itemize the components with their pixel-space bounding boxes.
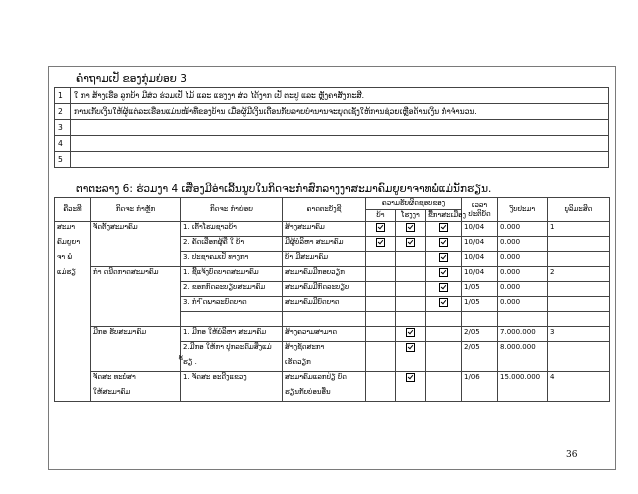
checkbox-icon bbox=[439, 238, 448, 247]
question-text bbox=[71, 152, 609, 168]
responsibility-d-cell bbox=[426, 267, 462, 282]
date-cell: 2/05 bbox=[462, 342, 498, 357]
responsibility-d-cell bbox=[426, 237, 462, 252]
responsibility-v-cell bbox=[366, 222, 396, 237]
checkbox-icon bbox=[376, 223, 385, 232]
priority-cell: 4 bbox=[548, 372, 610, 387]
priority-cell: 1 bbox=[548, 222, 610, 237]
responsibility-d-cell bbox=[426, 342, 462, 357]
responsibility-v-cell bbox=[366, 297, 396, 312]
header-date: ເວລາ ປະຕິບັດ bbox=[462, 198, 498, 222]
responsibility-s-cell bbox=[396, 372, 426, 387]
responsibility-s-cell bbox=[396, 282, 426, 297]
goal-cell bbox=[55, 372, 91, 387]
method-cell bbox=[283, 312, 366, 327]
responsibility-v-cell bbox=[366, 237, 396, 252]
table-row bbox=[55, 222, 610, 237]
header-subactivity: ກິດຈະ ກຳຍ່ອຍ bbox=[181, 198, 283, 222]
date-cell: 1/05 bbox=[462, 297, 498, 312]
responsibility-d-cell bbox=[426, 387, 462, 402]
question-number: 5 bbox=[55, 152, 71, 168]
question-text: ໃ ກາ ສ້າງເຮືອ ລູກບ້າ ມີສ່ວ ຮ່ວມເປັ ໄມ້ ແລະ ແຮງງາ ສ່ວ ໄດ້ງາກ ເປັ ຕະປູ ແລະ ຫຼັງຄາສັງກະສີ. bbox=[71, 88, 609, 104]
activity-cell: ຈັດສະ ທະບໍ່ສາ bbox=[91, 372, 181, 387]
table-row bbox=[55, 252, 610, 267]
table-row bbox=[55, 297, 610, 312]
responsibility-v-cell bbox=[366, 312, 396, 327]
budget-cell: 0.000 bbox=[498, 282, 548, 297]
responsibility-v-cell bbox=[366, 327, 396, 342]
checkbox-icon bbox=[376, 238, 385, 247]
goal-cell bbox=[55, 297, 91, 312]
responsibility-s-cell bbox=[396, 252, 426, 267]
responsibility-d-cell bbox=[426, 327, 462, 342]
budget-cell: 7.000.000 bbox=[498, 327, 548, 342]
goal-cell: ແມ່ຮຽ bbox=[55, 267, 91, 282]
date-cell bbox=[462, 312, 498, 327]
budget-cell: 0.000 bbox=[498, 252, 548, 267]
responsibility-d-cell bbox=[426, 312, 462, 327]
activity-cell bbox=[91, 252, 181, 267]
question-number: 4 bbox=[55, 136, 71, 152]
responsibility-d-cell bbox=[426, 372, 462, 387]
date-cell: 10/04 bbox=[462, 252, 498, 267]
method-cell: ສ້າງສະມາຄົມ bbox=[283, 222, 366, 237]
activity-plan-table bbox=[54, 197, 610, 402]
table-row bbox=[55, 327, 610, 342]
responsibility-s-cell bbox=[396, 297, 426, 312]
method-cell: ມີຜູ້ບໍລິຫາ ສະມາຄົມ bbox=[283, 237, 366, 252]
budget-cell: 0.000 bbox=[498, 267, 548, 282]
activity-cell bbox=[91, 282, 181, 297]
section1-heading: ຄຳຖາມເປັ ຂອງກຸ່ມຍ່ອຍ 3 bbox=[76, 73, 187, 85]
method-cell: ຮຽນກັບບ່ອນອື່ນ bbox=[283, 387, 366, 402]
checkbox-icon bbox=[439, 223, 448, 232]
subactivity-cell bbox=[181, 387, 283, 402]
responsibility-d-cell bbox=[426, 297, 462, 312]
responsibility-d-cell bbox=[426, 357, 462, 372]
method-cell: ສະມາຄົມມີກົດລະບຽບ bbox=[283, 282, 366, 297]
method-cell: ສະມາຄົມແລກປ່ຽ ບົດ bbox=[283, 372, 366, 387]
section2-heading: ຕາຕະລາງ 6: ຮ່ວມງາ 4 ເສື່ອງມີອ່າເລີ້ນນູບໃນກິດຈະກຳສົກລາງງາສະມາຄົມຍູຍາຈາທພໍ່ແມ່ນັກຮຽນ. bbox=[76, 183, 492, 195]
responsibility-s-cell bbox=[396, 222, 426, 237]
priority-cell bbox=[548, 252, 610, 267]
method-cell: ບ້າ ມີສະມາຄົມ bbox=[283, 252, 366, 267]
date-cell: 2/05 bbox=[462, 327, 498, 342]
budget-cell bbox=[498, 357, 548, 372]
priority-cell bbox=[548, 312, 610, 327]
date-cell: 10/04 bbox=[462, 267, 498, 282]
priority-cell bbox=[548, 387, 610, 402]
header-resp-village: ບ້າ bbox=[366, 210, 396, 222]
date-cell bbox=[462, 357, 498, 372]
responsibility-v-cell bbox=[366, 387, 396, 402]
table-row bbox=[55, 342, 610, 357]
activity-cell bbox=[91, 297, 181, 312]
priority-cell bbox=[548, 357, 610, 372]
activity-cell: ມີກອ ຮັບສະມາຄົມ bbox=[91, 327, 181, 342]
subactivity-cell: 2.ມີກອ ໃຫ້ກາ ປຸກລະດົມສິ່ງແມ່ bbox=[181, 342, 283, 357]
method-cell: ສະມາຄົມມີກອບວຽກ bbox=[283, 267, 366, 282]
question-text bbox=[71, 120, 609, 136]
method-cell: ສ້າງຊັດສະກາ bbox=[283, 342, 366, 357]
budget-cell: 0.000 bbox=[498, 222, 548, 237]
date-cell: 1/05 bbox=[462, 282, 498, 297]
priority-cell: 3 bbox=[548, 327, 610, 342]
checkbox-icon bbox=[406, 328, 415, 337]
subactivity-cell: 1. ຊີ້ແຈ້ງບົດບາດສະມາຄົມ bbox=[181, 267, 283, 282]
date-cell: 10/04 bbox=[462, 222, 498, 237]
table-row bbox=[55, 357, 610, 372]
checkbox-icon bbox=[439, 253, 448, 262]
activity-cell bbox=[91, 312, 181, 327]
priority-cell bbox=[548, 297, 610, 312]
activity-cell bbox=[91, 237, 181, 252]
question-number: 2 bbox=[55, 104, 71, 120]
activity-cell: ໃຫ້ສະມາຄົມ bbox=[91, 387, 181, 402]
responsibility-v-cell bbox=[366, 342, 396, 357]
subactivity-cell: ີ້ຮຽ . bbox=[181, 357, 283, 372]
header-goal: ຄືວະທີ bbox=[55, 198, 91, 222]
question-number: 1 bbox=[55, 88, 71, 104]
subactivity-cell: 3. ກຳ ົດພາລະບົດບາດ bbox=[181, 297, 283, 312]
question-row bbox=[55, 104, 609, 120]
table-row bbox=[55, 312, 610, 327]
header-budget: ງົບປະມາ bbox=[498, 198, 548, 222]
method-cell: ເຮັດວຽກ bbox=[283, 357, 366, 372]
budget-cell: 8.000.000 bbox=[498, 342, 548, 357]
goal-cell: ສະມາ bbox=[55, 222, 91, 237]
checkbox-icon bbox=[439, 298, 448, 307]
budget-cell bbox=[498, 387, 548, 402]
responsibility-s-cell bbox=[396, 327, 426, 342]
priority-cell: 2 bbox=[548, 267, 610, 282]
table-row bbox=[55, 372, 610, 387]
question-row bbox=[55, 152, 609, 168]
subactivity-cell: 1. ມີກອ ໃຫ້ບໍລິຫາ ສະມາຄົມ bbox=[181, 327, 283, 342]
responsibility-v-cell bbox=[366, 282, 396, 297]
question-row bbox=[55, 120, 609, 136]
responsibility-d-cell bbox=[426, 222, 462, 237]
checkbox-icon bbox=[439, 283, 448, 292]
goal-cell bbox=[55, 312, 91, 327]
table-row bbox=[55, 267, 610, 282]
checkbox-icon bbox=[439, 268, 448, 277]
goal-cell bbox=[55, 387, 91, 402]
subactivity-cell: 3. ປະຊາຄມເປັ ທາງກາ bbox=[181, 252, 283, 267]
budget-cell: 0.000 bbox=[498, 237, 548, 252]
method-cell: ສ້າງຄວາມສາມາດ bbox=[283, 327, 366, 342]
checkbox-icon bbox=[406, 223, 415, 232]
budget-cell: 15.000.000 bbox=[498, 372, 548, 387]
checkbox-icon bbox=[406, 343, 415, 352]
header-resp-school: ໂຮງງາ bbox=[396, 210, 426, 222]
question-number: 3 bbox=[55, 120, 71, 136]
table-row bbox=[55, 282, 610, 297]
header-activity: ກິດຈະ ກຳຫຼັກ bbox=[91, 198, 181, 222]
budget-cell: 0.000 bbox=[498, 297, 548, 312]
responsibility-s-cell bbox=[396, 387, 426, 402]
questions-table bbox=[54, 87, 609, 168]
question-text bbox=[71, 136, 609, 152]
question-row bbox=[55, 88, 609, 104]
header-responsibility: ຄວາມຮັບຜິດຊອບຂອງ bbox=[366, 198, 462, 210]
goal-cell: ຈາ ພໍ່ bbox=[55, 252, 91, 267]
responsibility-s-cell bbox=[396, 357, 426, 372]
responsibility-v-cell bbox=[366, 357, 396, 372]
table-row bbox=[55, 387, 610, 402]
responsibility-d-cell bbox=[426, 282, 462, 297]
budget-cell bbox=[498, 312, 548, 327]
date-cell bbox=[462, 387, 498, 402]
responsibility-v-cell bbox=[366, 372, 396, 387]
activity-cell bbox=[91, 357, 181, 372]
question-text: ການເກັບເງິນໃຫ້ຜູ້ແຕ່ລະເຮືອນແມ່ນໜ້າທີ່ຂອງບ້ານ ເມື່ອຜູ້ມີເງິນເດືອນກັບລາຍບຳນານຈະຍຸດເຊັງໃຫ້ການຊ່ວຍເຫຼືອດ້ານເງິນ ກ່ຳຈຳນວນ. bbox=[71, 104, 609, 120]
checkbox-icon bbox=[406, 238, 415, 247]
goal-cell bbox=[55, 282, 91, 297]
header-resp-district: ຂື້ກາສະເມືອງ bbox=[426, 210, 462, 222]
subactivity-cell: 1. ຈັດສະ ອະດີງແຂວງ bbox=[181, 372, 283, 387]
priority-cell bbox=[548, 342, 610, 357]
method-cell: ສະມາຄົມມີບົດບາດ bbox=[283, 297, 366, 312]
goal-cell bbox=[55, 342, 91, 357]
responsibility-s-cell bbox=[396, 342, 426, 357]
header-method: ຄາດຕະບັງຊີ bbox=[283, 198, 366, 222]
goal-cell bbox=[55, 357, 91, 372]
activity-cell: ກຳ ດນີດກາດສະມາຄົມ bbox=[91, 267, 181, 282]
goal-cell bbox=[55, 327, 91, 342]
responsibility-d-cell bbox=[426, 252, 462, 267]
responsibility-v-cell bbox=[366, 252, 396, 267]
question-row bbox=[55, 136, 609, 152]
subactivity-cell bbox=[181, 312, 283, 327]
date-cell: 1/06 bbox=[462, 372, 498, 387]
responsibility-s-cell bbox=[396, 312, 426, 327]
activity-cell: ຈັດຕັ້ງສະມາຄົມ bbox=[91, 222, 181, 237]
table-row bbox=[55, 237, 610, 252]
date-cell: 10/04 bbox=[462, 237, 498, 252]
header-priority: ບູລິມະສິດ bbox=[548, 198, 610, 222]
responsibility-v-cell bbox=[366, 267, 396, 282]
subactivity-cell: 2. ຂອກກົດລະບຽບສະມາຄົມ bbox=[181, 282, 283, 297]
checkbox-icon bbox=[406, 373, 415, 382]
subactivity-cell: 2. ຄັດເລືອກຜູ້ຄື ໃ ບ້າ bbox=[181, 237, 283, 252]
page-number: 36 bbox=[566, 450, 578, 460]
priority-cell bbox=[548, 282, 610, 297]
priority-cell bbox=[548, 237, 610, 252]
activity-cell bbox=[91, 342, 181, 357]
responsibility-s-cell bbox=[396, 267, 426, 282]
subactivity-cell: 1. ເຕົ້າໂຮມຊາວບ້າ bbox=[181, 222, 283, 237]
responsibility-s-cell bbox=[396, 237, 426, 252]
goal-cell: ຄົມຍູຍາ bbox=[55, 237, 91, 252]
